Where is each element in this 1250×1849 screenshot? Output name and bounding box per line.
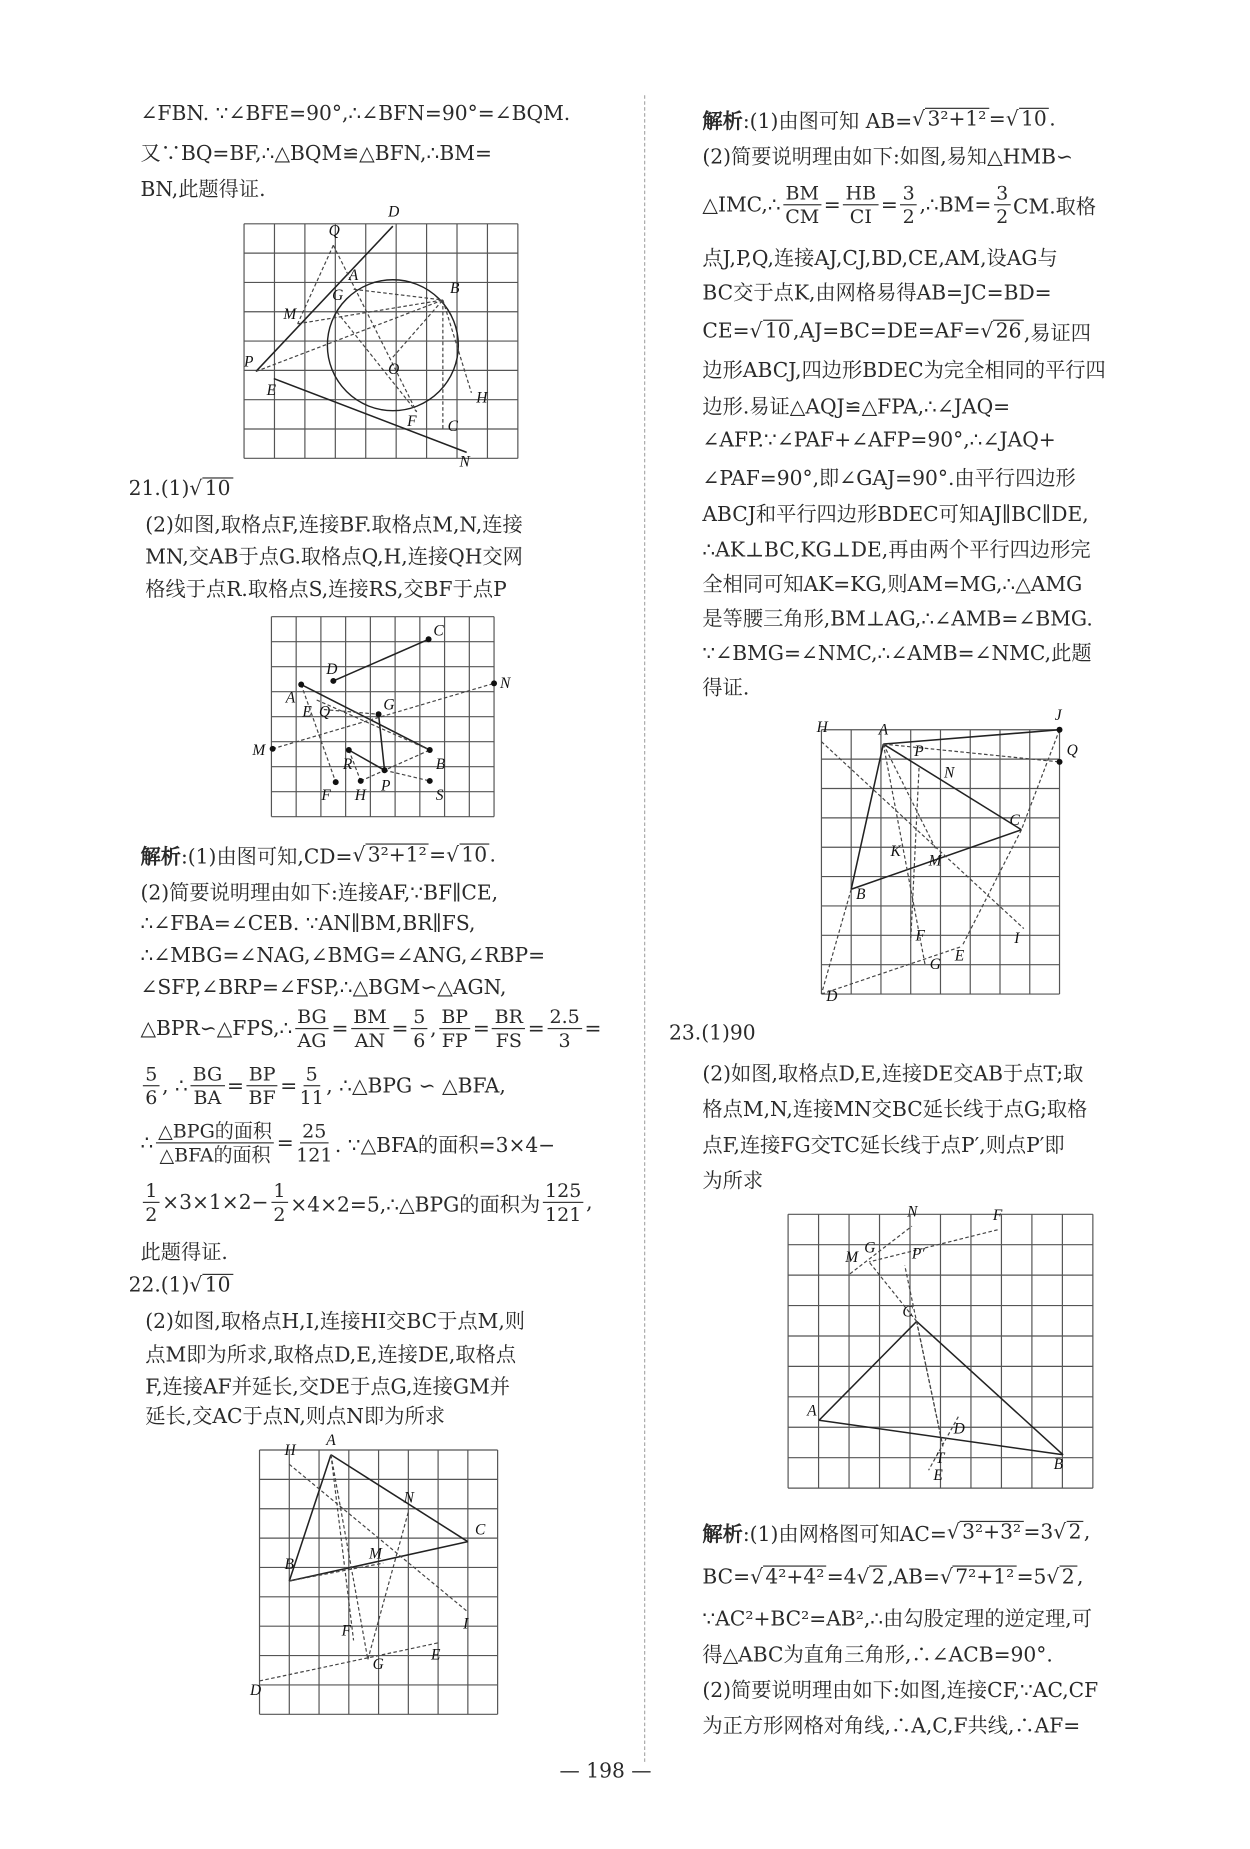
numerator: BM	[783, 182, 821, 206]
point-label: S	[435, 787, 444, 805]
text-run: 得证.	[702, 676, 750, 701]
text-run: ∠FBN. ∵∠BFE=90°,∴∠BFN=90°=∠BQM.	[140, 102, 571, 127]
text-run: =	[584, 1016, 602, 1041]
dashed-segment	[850, 1226, 912, 1274]
point-label: H	[816, 719, 828, 737]
text-run: =	[472, 1016, 490, 1041]
text-run: ∵∠BMG=∠NMC,∴∠AMB=∠NMC,此题	[702, 642, 1092, 667]
denominator: BF	[248, 1086, 276, 1109]
point-label: E	[933, 1466, 943, 1484]
point-label: B	[284, 1556, 294, 1574]
point-label: C	[1009, 812, 1020, 830]
radical-sign: √	[1005, 107, 1019, 131]
text-run: =4	[826, 1565, 857, 1590]
numerator: 125	[543, 1179, 584, 1203]
segment	[883, 744, 1021, 830]
text-run: =	[391, 1016, 409, 1041]
segment	[331, 1455, 468, 1542]
dashed-segment	[869, 1230, 998, 1262]
grid-point	[330, 678, 336, 684]
radical-sign: √	[939, 1565, 953, 1590]
radical-sign: √	[856, 1565, 870, 1590]
point-label: D	[953, 1420, 965, 1438]
radicand: 2	[1059, 1565, 1077, 1589]
text-run: =	[527, 1016, 545, 1041]
text-run: ∠AFP.∵∠PAF+∠AFP=90°,∴∠JAQ+	[702, 428, 1056, 453]
dashed-segment	[331, 1455, 354, 1641]
denominator: 2	[145, 1202, 158, 1226]
radicand: 3²+3²	[960, 1520, 1024, 1544]
denominator: CI	[849, 205, 872, 228]
radicand: 10	[763, 319, 794, 343]
radical-sign: √	[189, 1273, 203, 1298]
denominator: FP	[441, 1029, 468, 1052]
denominator: 121	[296, 1143, 333, 1167]
text-run: =	[280, 1073, 298, 1098]
numerator: 1	[271, 1179, 288, 1203]
analysis-label: 解析	[702, 1523, 743, 1548]
radical-sign: √	[749, 319, 763, 343]
radicand: 4²+4²	[763, 1565, 827, 1589]
text-run: ∴∠FBA=∠CEB. ∵AN∥BM,BR∥FS,	[140, 911, 476, 936]
text-run: 21.(1)	[128, 477, 190, 502]
text-run: =	[226, 1073, 244, 1098]
dashed-segment	[385, 770, 430, 781]
text-run: (2)如图,取格点F,连接BF.取格点M,N,连接	[145, 513, 523, 538]
point-label: A	[326, 1432, 336, 1450]
denominator: 2	[996, 205, 1009, 228]
text-run: (2)如图,取格点D,E,连接DE交AB于点T;取	[702, 1062, 1084, 1087]
radical-sign: √	[946, 1520, 960, 1545]
numerator: BM	[351, 1005, 389, 1029]
dashed-segment	[911, 768, 919, 941]
text-run: △IMC,∴	[702, 192, 781, 217]
point-label: I	[463, 1615, 469, 1633]
point-label: M	[928, 852, 942, 870]
text-run: ,易证四	[1023, 322, 1092, 346]
point-label: F	[915, 927, 925, 945]
radical-sign: √	[446, 842, 459, 867]
numerator: BG	[295, 1005, 329, 1029]
text-run: =	[823, 192, 841, 217]
point-label: Q	[328, 222, 340, 240]
point-label: G	[383, 696, 395, 714]
text-run: ,AJ=BC=DE=AF=	[793, 319, 981, 343]
point-label: M	[283, 306, 297, 324]
segment	[883, 730, 1059, 744]
denominator: 11	[299, 1086, 324, 1109]
point-label: P′	[911, 1245, 925, 1263]
numerator: 5	[303, 1063, 320, 1087]
denominator: 6	[413, 1029, 426, 1052]
radical-sign: √	[1053, 1520, 1067, 1545]
text-run: (2)简要说明理由如下:连接AF,∵BF∥CE,	[140, 881, 499, 906]
text-run: :(1)由网格图可知AC=	[742, 1523, 947, 1548]
text-run: 边形ABCJ,四边形BDEC为完全相同的平行四	[702, 358, 1106, 383]
point-label: B	[855, 885, 866, 903]
text-run: 得△ABC为直角三角形,∴∠ACB=90°.	[702, 1643, 1053, 1668]
point-label: A	[878, 721, 889, 739]
radicand: 26	[993, 319, 1024, 343]
numerator: BG	[190, 1063, 224, 1087]
numerator: 5	[411, 1005, 428, 1029]
radicand: 10	[1019, 107, 1050, 131]
radicand: 7²+1²	[953, 1565, 1017, 1589]
text-run: 格线于点R.取格点S,连接RS,交BF于点P	[145, 577, 507, 602]
point-label: H	[284, 1441, 296, 1459]
text-run: .	[489, 842, 496, 867]
radical-sign: √	[912, 107, 926, 131]
text-run: ,	[430, 1016, 437, 1041]
segment	[851, 744, 883, 889]
point-label: P	[914, 742, 924, 760]
numerator: 5	[143, 1063, 160, 1087]
text-run: ∠SFP,∠BRP=∠FSP,∴△BGM∽△AGN,	[140, 976, 507, 1001]
numerator: 2.5	[547, 1005, 582, 1029]
radicand: 3²+1²	[365, 843, 429, 867]
text-run: ∴AK⊥BC,KG⊥DE,再由两个平行四边形完	[702, 538, 1091, 563]
denominator: AN	[354, 1029, 386, 1052]
text-run: ,	[1083, 1520, 1091, 1545]
point-label: B	[435, 756, 446, 774]
text-run: CE=	[702, 319, 750, 343]
text-run: 点M即为所求,取格点D,E,连接DE,取格点	[145, 1343, 517, 1368]
text-run: 点F,连接FG交TC延长线于点P′,则点P′即	[702, 1133, 1065, 1158]
point-label: G	[332, 287, 344, 305]
point-label: E	[954, 947, 965, 965]
grid-point	[376, 711, 382, 717]
text-run: ,	[1076, 1565, 1084, 1590]
page-number: — 198 —	[559, 1759, 652, 1784]
text-run: BC=	[702, 1565, 751, 1590]
text-run: MN,交AB于点G.取格点Q,H,连接QH交网	[145, 545, 523, 570]
text-run: 23.(1)90	[669, 1021, 756, 1046]
point-label: E	[302, 703, 312, 721]
denominator: 121	[545, 1202, 582, 1226]
grid-point	[382, 767, 388, 773]
point-label: P	[244, 353, 254, 371]
point-label: D	[388, 203, 400, 221]
point-label: M	[845, 1248, 859, 1266]
point-label: H	[354, 787, 366, 805]
dashed-segment	[393, 300, 443, 357]
radical-sign: √	[1046, 1565, 1060, 1590]
numerator: △BPG的面积	[156, 1120, 275, 1144]
grid-point	[1057, 727, 1063, 733]
denominator: 2	[902, 205, 915, 228]
text-run: ×4×2=5,∴△BPG的面积为	[290, 1193, 541, 1218]
point-label: I	[1014, 929, 1020, 947]
text-run: ∴	[140, 1130, 154, 1155]
text-run: ∵AC²+BC²=AB²,∴由勾股定理的逆定理,可	[702, 1607, 1092, 1632]
point-label: N	[907, 1203, 918, 1221]
point-label: G	[372, 1656, 384, 1674]
numerator: 25	[300, 1120, 329, 1144]
grid-point	[346, 747, 352, 753]
point-label: N	[403, 1489, 414, 1507]
point-label: D	[826, 988, 838, 1006]
text-run: CM.取格	[1013, 195, 1097, 220]
grid-point	[1057, 759, 1063, 765]
text-run: 全相同可知AK=KG,则AM=MG,∴△AMG	[702, 573, 1083, 598]
numerator: BP	[246, 1063, 278, 1087]
point-label: F	[341, 1622, 352, 1640]
numerator: 3	[900, 182, 917, 206]
point-label: P	[380, 777, 391, 795]
point-label: N	[500, 675, 511, 693]
radicand: 10	[459, 843, 490, 867]
point-label: N	[459, 453, 470, 471]
text-run: , ∴	[162, 1073, 188, 1098]
point-label: C	[433, 622, 444, 640]
text-run: ×3×1×2−	[162, 1190, 269, 1215]
text-run: .	[1049, 107, 1056, 131]
dashed-segment	[337, 312, 417, 412]
radical-sign: √	[750, 1565, 763, 1590]
text-run: =	[276, 1130, 294, 1155]
numerator: BP	[439, 1005, 471, 1029]
point-label: M	[252, 741, 266, 759]
grid-point	[333, 779, 339, 785]
point-label: O	[388, 360, 400, 378]
segment	[917, 1321, 1063, 1454]
radicand: 10	[202, 477, 233, 501]
text-run: (2)简要说明理由如下:如图,易知△HMB∽	[702, 145, 1073, 170]
text-run: 为正方形网格对角线,∴A,C,F共线,∴AF=	[702, 1714, 1081, 1739]
dashed-segment	[1021, 730, 1059, 830]
segment	[289, 1455, 331, 1581]
grid-point	[270, 746, 276, 752]
text-run: 22.(1)	[128, 1273, 190, 1298]
radicand: 2	[1066, 1520, 1084, 1544]
text-run: =	[331, 1016, 349, 1041]
point-label: C	[902, 1303, 913, 1321]
point-label: C	[447, 417, 458, 435]
radicand: 10	[202, 1274, 233, 1298]
text-run: =	[988, 107, 1006, 131]
denominator: CM	[785, 205, 820, 228]
point-label: K	[890, 842, 901, 860]
text-run: 为所求	[702, 1169, 764, 1194]
segment	[333, 639, 428, 681]
analysis-label: 解析	[702, 110, 743, 134]
point-label: Q	[319, 703, 331, 721]
text-run: 是等腰三角形,BM⊥AG,∴∠AMB=∠BMG.	[702, 607, 1093, 632]
text-run: :(1)由图可知,CD=	[180, 845, 353, 870]
radical-sign: √	[352, 842, 366, 867]
analysis-label: 解析	[140, 845, 181, 870]
point-label: E	[430, 1646, 441, 1664]
point-label: M	[369, 1545, 382, 1563]
point-label: F	[992, 1207, 1003, 1225]
text-run: ∠PAF=90°,即∠GAJ=90°.由平行四边形	[702, 467, 1076, 492]
text-run: ∴∠MBG=∠NAG,∠BMG=∠ANG,∠RBP=	[140, 944, 546, 968]
radical-sign: √	[189, 477, 203, 502]
text-run: =	[429, 842, 447, 867]
text-run: △BPR∽△FPS,∴	[140, 1016, 293, 1041]
point-label: D	[326, 660, 338, 678]
text-run: , ∴△BPG ∽ △BFA,	[326, 1073, 506, 1098]
segment	[274, 379, 467, 453]
text-run: 点J,P,Q,连接AJ,CJ,BD,CE,AM,设AG与	[702, 247, 1058, 271]
text-run: 延长,交AC于点N,则点N即为所求	[145, 1405, 445, 1430]
point-label: D	[250, 1682, 262, 1700]
point-label: B	[1053, 1456, 1064, 1474]
radicand: 2	[869, 1565, 887, 1589]
grid-point	[427, 778, 433, 784]
point-label: J	[1054, 707, 1062, 725]
denominator: FS	[495, 1029, 522, 1052]
text-run: 边形.易证△AQJ≌△FPA,∴∠JAQ=	[702, 395, 1011, 420]
denominator: 6	[145, 1086, 158, 1109]
point-label: T	[935, 1450, 945, 1468]
point-label: R	[342, 756, 353, 774]
text-run: (2)如图,取格点H,I,连接HI交BC于点M,则	[145, 1310, 526, 1334]
text-run: ,AB=	[887, 1565, 940, 1590]
point-label: F	[321, 787, 331, 805]
denominator: AG	[297, 1029, 327, 1052]
text-run: F,连接AF并延长,交DE于点G,连接GM并	[145, 1375, 511, 1400]
point-label: G	[864, 1239, 876, 1257]
text-run: =5	[1016, 1565, 1047, 1590]
text-run: (2)简要说明理由如下:如图,连接CF,∵AC,CF	[702, 1679, 1099, 1703]
text-run: 格点M,N,连接MN交BC延长线于点G;取格	[702, 1098, 1088, 1123]
numerator: HB	[843, 182, 878, 206]
text-run: 又∵BQ=BF,∴△BQM≌△BFN,∴BM=	[140, 142, 492, 167]
grid-point	[358, 778, 364, 784]
dashed-segment	[333, 245, 416, 412]
text-run: =	[880, 192, 898, 217]
text-run: ,	[586, 1190, 593, 1215]
point-label: A	[348, 266, 359, 284]
point-label: A	[807, 1402, 817, 1420]
dashed-segment	[289, 1563, 383, 1581]
point-label: E	[266, 382, 277, 400]
point-label: C	[475, 1521, 486, 1539]
point-label: H	[476, 389, 488, 407]
numerator: BR	[492, 1005, 525, 1029]
grid-point	[427, 747, 433, 753]
text-run: BN,此题得证.	[140, 177, 266, 202]
numerator: 3	[994, 182, 1011, 206]
text-run: ABCJ和平行四边形BDEC可知AJ∥BC∥DE,	[702, 502, 1089, 527]
denominator: △BFA的面积	[159, 1143, 271, 1167]
radical-sign: √	[980, 319, 994, 343]
point-label: Q	[1066, 741, 1078, 759]
point-label: A	[285, 689, 296, 707]
text-run: =3	[1023, 1520, 1054, 1545]
segment	[256, 226, 393, 371]
point-label: G	[929, 956, 941, 974]
point-label: F	[407, 413, 417, 431]
radicand: 3²+1²	[925, 107, 989, 131]
text-run: ,∴BM=	[919, 192, 992, 217]
point-label: N	[944, 764, 955, 782]
denominator: BA	[193, 1086, 222, 1109]
text-run: 此题得证.	[140, 1241, 228, 1265]
denominator: 2	[273, 1202, 286, 1226]
text-run: BC交于点K,由网格易得AB=JC=BD=	[702, 281, 1052, 306]
grid-point	[298, 682, 304, 688]
point-label: B	[450, 279, 460, 297]
grid-point	[491, 680, 497, 686]
grid-point	[426, 636, 432, 642]
text-run: :(1)由图可知 AB=	[742, 110, 913, 134]
dashed-segment	[821, 889, 851, 994]
denominator: 3	[558, 1029, 571, 1052]
page-number-value: 198	[586, 1759, 625, 1784]
text-run: . ∵△BFA的面积=3×4−	[334, 1133, 556, 1158]
numerator: 1	[143, 1179, 160, 1203]
